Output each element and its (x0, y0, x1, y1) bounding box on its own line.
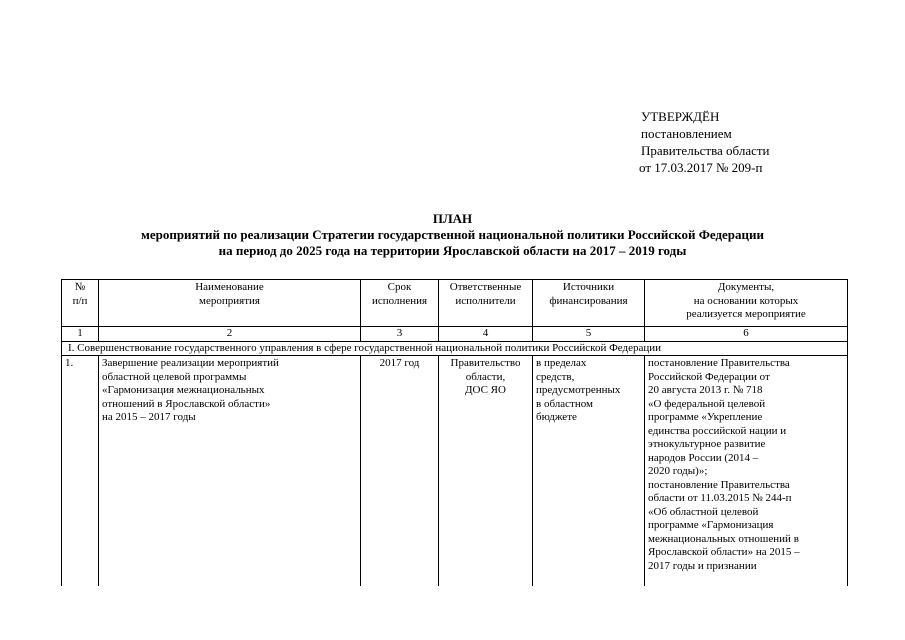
column-number: 1 (62, 327, 99, 342)
row-fin: в пределах средств, предусмотренных в областном бюджете (533, 356, 645, 587)
approval-line: УТВЕРЖДЁН (641, 109, 720, 124)
column-number: 5 (533, 327, 645, 342)
row-term: 2017 год (361, 356, 439, 587)
plan-table (61, 279, 848, 586)
row-exec: Правительство области, ДОС ЯО (439, 356, 533, 587)
approval-stamp (641, 108, 770, 176)
header-cell-exec: Ответственные исполнители (439, 280, 533, 327)
row-docs: постановление Правительства Российской Федерации от 20 августа 2013 г. № 718 «О федеральной целевой программе «Укрепление единства российской нации и этнокультурное развитие народов России (2014 – 2020 годы)»; постановление Правительства области от 11.03.2015 № 244-п «Об областной целевой программе «Гармонизация межнациональных отношений в Ярославской области» на 2015 – 2017 годы и признании (645, 356, 848, 587)
row-name: Завершение реализации мероприятий областной целевой программы «Гармонизация межнациональных отношений в Ярославской области» на 2015 – 2017 годы (99, 356, 361, 587)
header-cell-docs: Документы, на основании которых реализуется мероприятие (645, 280, 848, 327)
header-cell-name: Наименование мероприятия (99, 280, 361, 327)
section-heading: I. Совершенствование государственного управления в сфере государственной национальной политики Российской Федерации (62, 341, 848, 356)
table-row (62, 356, 848, 587)
column-number: 3 (361, 327, 439, 342)
column-number: 4 (439, 327, 533, 342)
header-row (62, 280, 848, 327)
column-number: 6 (645, 327, 848, 342)
title-line: ПЛАН (432, 211, 473, 226)
title-line: мероприятий по реализации Стратегии государственной национальной политики Российской Федерации (140, 227, 765, 242)
row-num: 1. (62, 356, 99, 587)
section-row (62, 341, 848, 356)
approval-line: от 17.03.2017 № 209-п (639, 160, 763, 175)
header-cell-fin: Источники финансирования (533, 280, 645, 327)
column-number: 2 (99, 327, 361, 342)
header-cell-term: Срок исполнения (361, 280, 439, 327)
approval-line: Правительства области (641, 143, 770, 158)
title-line: на период до 2025 года на территории Ярославской области на 2017 – 2019 годы (218, 243, 687, 258)
approval-line: постановлением (641, 126, 732, 141)
header-cell-num: № п/п (62, 280, 99, 327)
column-number-row (62, 327, 848, 342)
document-title (0, 211, 905, 259)
